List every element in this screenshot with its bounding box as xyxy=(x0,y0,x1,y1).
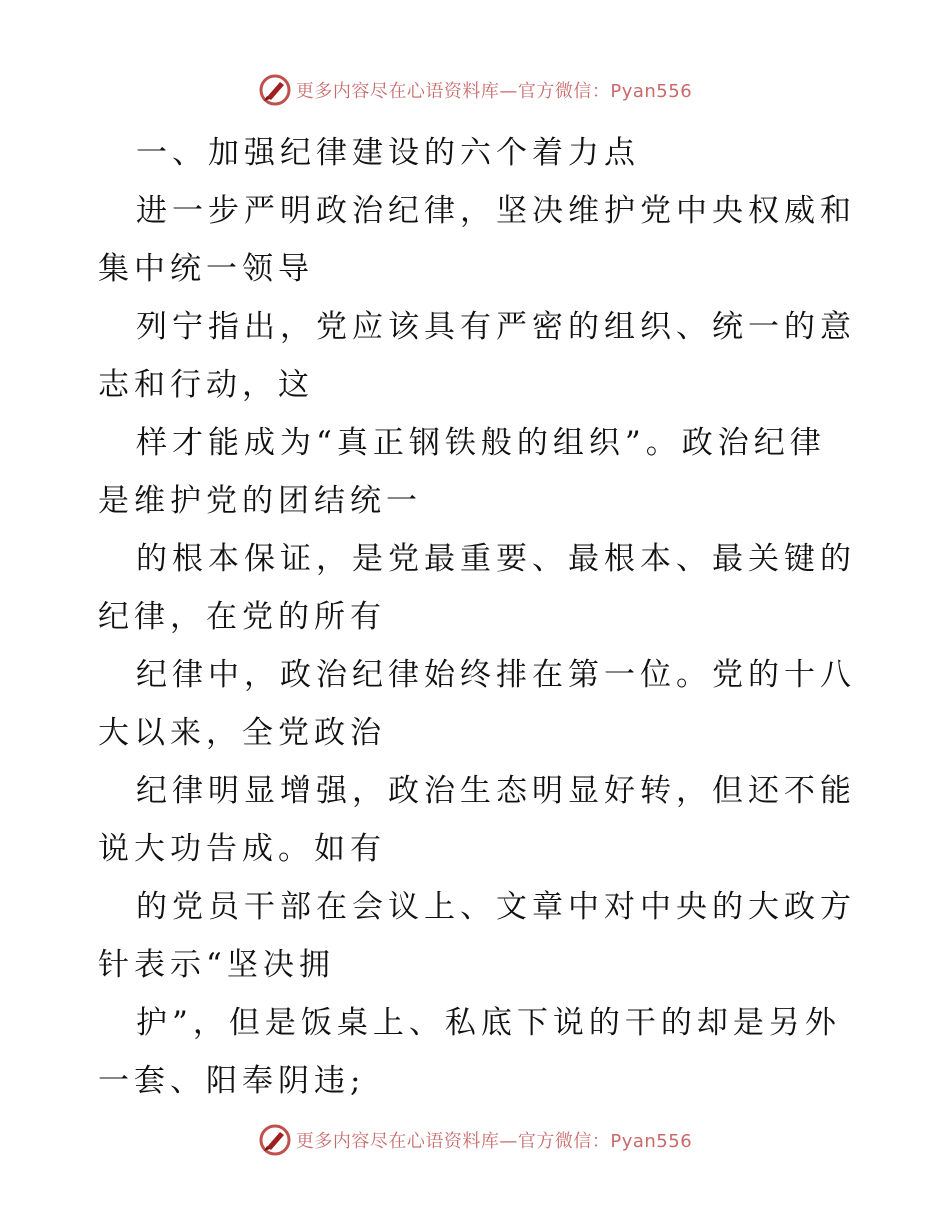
paragraph: 列宁指出，党应该具有严密的组织、统一的意志和行动，这 xyxy=(98,309,856,403)
watermark-text: 更多内容尽在心语资料库—官方微信：Pyan556 xyxy=(295,81,693,102)
paragraph: 纪律中，政治纪律始终排在第一位。党的十八大以来，全党政治 xyxy=(98,657,856,751)
watermark-text: 更多内容尽在心语资料库—官方微信：Pyan556 xyxy=(295,1131,693,1152)
paragraph: 进一步严明政治纪律，坚决维护党中央权威和集中统一领导 xyxy=(98,193,856,287)
paragraph: 的根本保证，是党最重要、最根本、最关键的纪律，在党的所有 xyxy=(98,541,856,635)
header-watermark xyxy=(0,68,950,112)
footer-watermark xyxy=(0,1118,950,1162)
paragraph: 纪律明显增强，政治生态明显好转，但还不能说大功告成。如有 xyxy=(98,773,856,867)
section-heading: 一、加强纪律建设的六个着力点 xyxy=(136,135,640,171)
paragraph: 护”，但是饭桌上、私底下说的干的却是另外一套、阳奉阴违; xyxy=(98,1005,841,1099)
logo-icon xyxy=(258,1123,292,1157)
paragraph: 样才能成为“真正钢铁般的组织”。政治纪律是维护党的团结统一 xyxy=(98,425,826,519)
paragraph: 的党员干部在会议上、文章中对中央的大政方针表示“坚决拥 xyxy=(98,889,856,983)
document-body xyxy=(98,124,858,1110)
logo-icon xyxy=(258,73,292,107)
